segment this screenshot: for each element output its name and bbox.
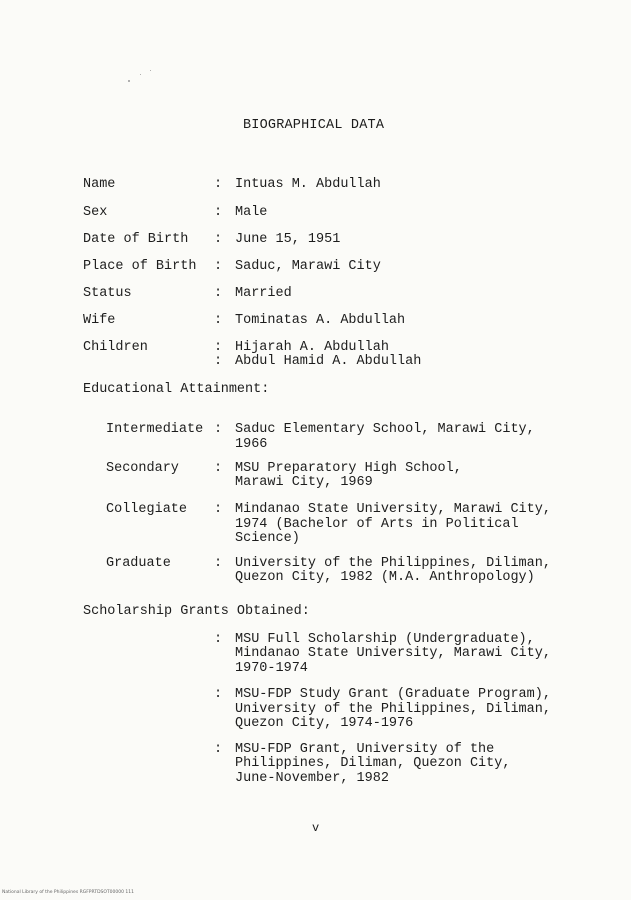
scan-footer: National Library of the Philippines RGFPRTDSOT00000 111 (2, 890, 135, 895)
education-item-label: Graduate (106, 556, 171, 571)
sex-label: Sex (83, 205, 108, 220)
children-colon: : (214, 340, 223, 355)
education-line: Marawi City, 1969 (235, 475, 373, 490)
page-title: BIOGRAPHICAL DATA (243, 118, 385, 133)
sex-value: Male (235, 205, 268, 220)
scholarship-line: MSU-FDP Study Grant (Graduate Program), (235, 687, 551, 702)
education-line: Mindanao State University, Marawi City, (235, 502, 551, 517)
wife-label: Wife (83, 313, 116, 328)
education-line: Quezon City, 1982 (M.A. Anthropology) (235, 570, 535, 585)
wife-colon: : (214, 313, 223, 328)
education-colon: : (214, 556, 223, 571)
pob-colon: : (214, 259, 223, 274)
education-line: Saduc Elementary School, Marawi City, (235, 422, 535, 437)
scan-speck (150, 70, 151, 71)
name-label: Name (83, 177, 116, 192)
education-item-label: Secondary (106, 461, 179, 476)
children-value: Hijarah A. Abdullah (235, 340, 389, 355)
dob-colon: : (214, 232, 223, 247)
children-value: Abdul Hamid A. Abdullah (235, 354, 422, 369)
scholarship-line: Mindanao State University, Marawi City, (235, 646, 551, 661)
scholarship-line: Quezon City, 1974-1976 (235, 716, 414, 731)
dob-label: Date of Birth (83, 232, 189, 247)
scholarship-line: MSU-FDP Grant, University of the (235, 742, 495, 757)
education-line: 1966 (235, 437, 268, 452)
scan-speck (140, 74, 141, 75)
education-line: Science) (235, 531, 300, 546)
name-colon: : (214, 177, 223, 192)
children-colon: : (214, 354, 223, 369)
status-value: Married (235, 286, 292, 301)
education-item-label: Intermediate (106, 422, 204, 437)
children-label: Children (83, 340, 148, 355)
education-colon: : (214, 461, 223, 476)
status-colon: : (214, 286, 223, 301)
page-number: v (312, 821, 320, 835)
scholarship-colon: : (214, 632, 223, 647)
education-colon: : (214, 502, 223, 517)
scholarship-line: University of the Philippines, Diliman, (235, 702, 551, 717)
wife-value: Tominatas A. Abdullah (235, 313, 406, 328)
status-label: Status (83, 286, 132, 301)
pob-value: Saduc, Marawi City (235, 259, 381, 274)
education-line: University of the Philippines, Diliman, (235, 556, 551, 571)
education-colon: : (214, 422, 223, 437)
scholarship-line: June-November, 1982 (235, 771, 389, 786)
sex-colon: : (214, 205, 223, 220)
scholarship-heading: Scholarship Grants Obtained: (83, 604, 310, 619)
name-value: Intuas M. Abdullah (235, 177, 381, 192)
dob-value: June 15, 1951 (235, 232, 341, 247)
pob-label: Place of Birth (83, 259, 197, 274)
scholarship-colon: : (214, 687, 223, 702)
education-item-label: Collegiate (106, 502, 188, 517)
education-heading: Educational Attainment: (83, 382, 270, 397)
scan-speck (128, 80, 130, 82)
education-line: MSU Preparatory High School, (235, 461, 462, 476)
education-line: 1974 (Bachelor of Arts in Political (235, 517, 519, 532)
scholarship-line: 1970-1974 (235, 661, 308, 676)
scholarship-line: Philippines, Diliman, Quezon City, (235, 756, 511, 771)
scholarship-colon: : (214, 742, 223, 757)
scholarship-line: MSU Full Scholarship (Undergraduate), (235, 632, 535, 647)
